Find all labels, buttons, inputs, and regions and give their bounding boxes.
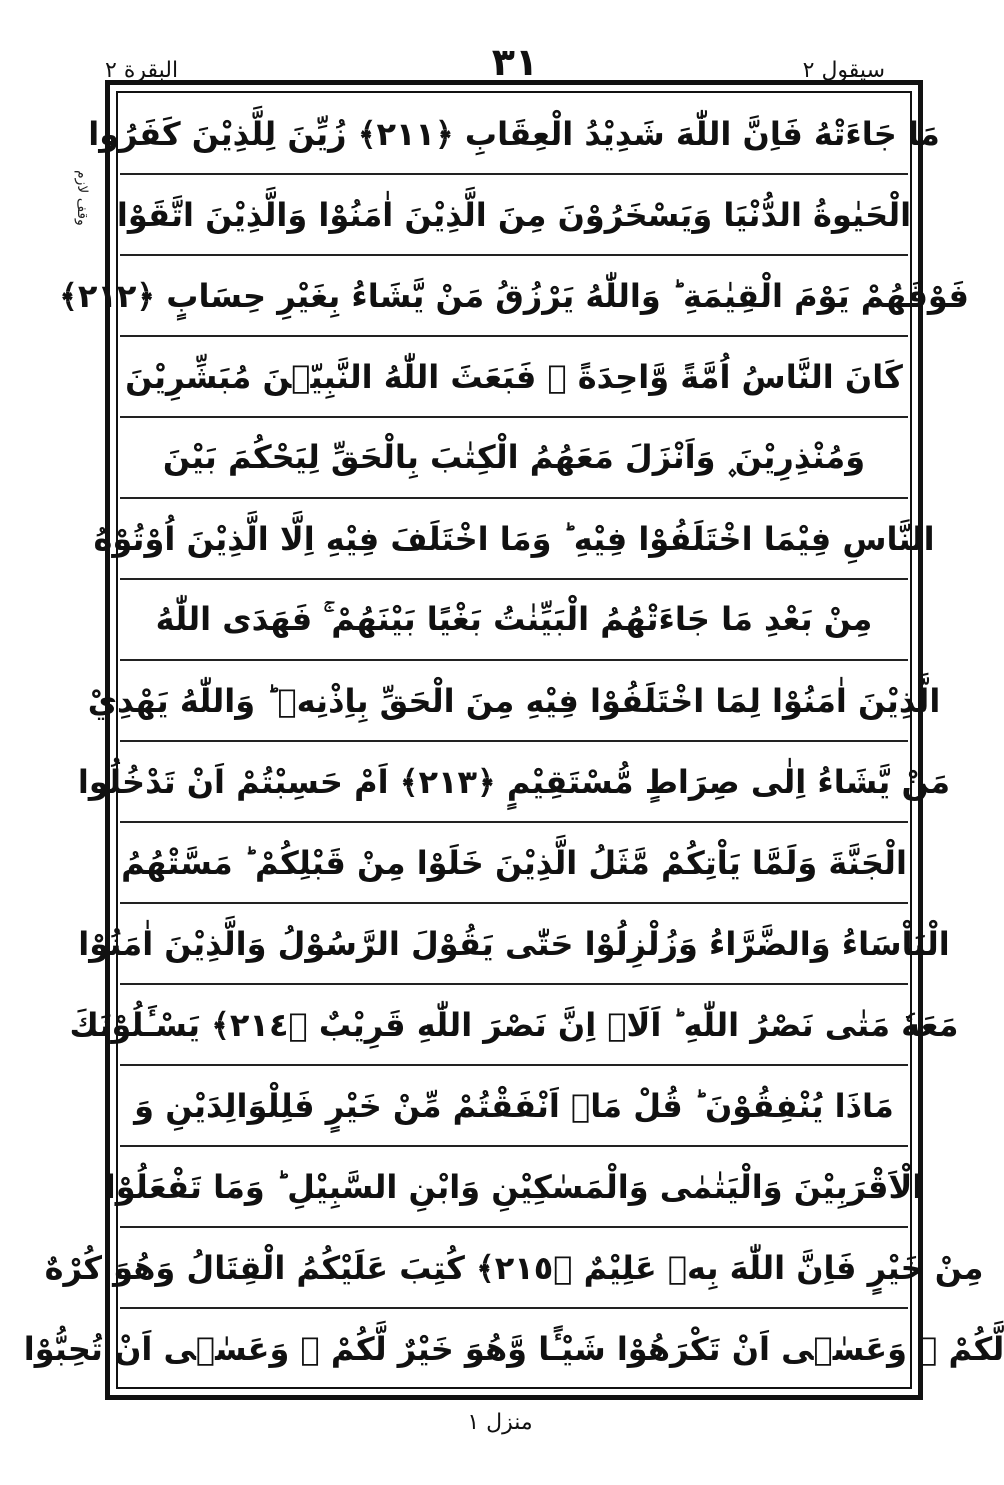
para-name: سيقول ٢ <box>802 58 885 83</box>
verse-line-8: الَّذِيْنَ اٰمَنُوْا لِمَا اخْتَلَفُوْا فِيْهِ مِنَ الْحَقِّ بِاِذْنِهٖ ؕ وَاللّٰهُ يَهْدِيْ <box>120 661 908 742</box>
verse-line-2: الْحَيٰوةُ الدُّنْيَا وَيَسْخَرُوْنَ مِنَ الَّذِيْنَ اٰمَنُوْا وَالَّذِيْنَ اتَّقَوْا <box>120 175 908 256</box>
verse-line-15: مِنْ خَيْرٍ فَاِنَّ اللّٰهَ بِهٖ عَلِيْمٌ ﴿٢١٥﴾ كُتِبَ عَلَيْكُمُ الْقِتَالُ وَهُوَ كُرْهٌ <box>120 1228 908 1309</box>
verse-line-9: مَنْ يَّشَاءُ اِلٰى صِرَاطٍ مُّسْتَقِيْمٍ ﴿٢١٣﴾ اَمْ حَسِبْتُمْ اَنْ تَدْخُلُوا <box>120 742 908 823</box>
verse-line-5: وَمُنْذِرِيْنَ ۪ وَاَنْزَلَ مَعَهُمُ الْكِتٰبَ بِالْحَقِّ لِيَحْكُمَ بَيْنَ <box>120 418 908 499</box>
verse-line-16: لَّكُمْ ۚ وَعَسٰۤى اَنْ تَكْرَهُوْا شَيْـًٔا وَّهُوَ خَيْرٌ لَّكُمْ ۚ وَعَسٰۤى اَنْ تُحِبُّوْا <box>23 1329 1004 1368</box>
verse-line-1: مَا جَاءَتْهُ فَاِنَّ اللّٰهَ شَدِيْدُ الْعِقَابِ ﴿٢١١﴾ زُيِّنَ لِلَّذِيْنَ كَفَرُوا <box>120 94 908 175</box>
manzil-footer: منزل ١ <box>467 1410 533 1435</box>
verse-line-12: مَعَهٗ مَتٰى نَصْرُ اللّٰهِ ؕ اَلَاۤ اِنَّ نَصْرَ اللّٰهِ قَرِيْبٌ ﴿٢١٤﴾ يَسْـَٔلُوْنَكَ <box>120 985 908 1066</box>
verse-line-11: الْبَاْسَاءُ وَالضَّرَّاءُ وَزُلْزِلُوْا حَتّٰى يَقُوْلَ الرَّسُوْلُ وَالَّذِيْنَ اٰمَنُوْا <box>120 904 908 985</box>
surah-name: البقرة ٢ <box>105 58 179 83</box>
verse-line-7: مِنْ بَعْدِ مَا جَاءَتْهُمُ الْبَيِّنٰتُ بَغْيًا بَيْنَهُمْ ۚ فَهَدَى اللّٰهُ <box>120 580 908 661</box>
page-number: ٣١ <box>491 40 539 84</box>
verse-line-6: النَّاسِ فِيْمَا اخْتَلَفُوْا فِيْهِ ؕ وَمَا اخْتَلَفَ فِيْهِ اِلَّا الَّذِيْنَ اُوْتُوْهُ <box>120 499 908 580</box>
margin-waqf-mark: وقف لازم <box>74 170 90 226</box>
verse-line-3: فَوْقَهُمْ يَوْمَ الْقِيٰمَةِ ؕ وَاللّٰهُ يَرْزُقُ مَنْ يَّشَاءُ بِغَيْرِ حِسَابٍ ﴿٢١٢﴾ <box>120 256 908 337</box>
verse-line-13: مَاذَا يُنْفِقُوْنَ ؕ قُلْ مَاۤ اَنْفَقْتُمْ مِّنْ خَيْرٍ فَلِلْوَالِدَيْنِ وَ <box>120 1066 908 1147</box>
verse-line-4: كَانَ النَّاسُ اُمَّةً وَّاحِدَةً ۫ فَبَعَثَ اللّٰهُ النَّبِيّٖنَ مُبَشِّرِيْنَ <box>120 337 908 418</box>
verse-line-14: الْاَقْرَبِيْنَ وَالْيَتٰمٰى وَالْمَسٰكِيْنِ وَابْنِ السَّبِيْلِ ؕ وَمَا تَفْعَلُوْا <box>120 1147 908 1228</box>
page-header <box>0 0 1000 90</box>
verse-line-10: الْجَنَّةَ وَلَمَّا يَاْتِكُمْ مَّثَلُ الَّذِيْنَ خَلَوْا مِنْ قَبْلِكُمْ ؕ مَسَّتْهُمُ <box>120 823 908 904</box>
